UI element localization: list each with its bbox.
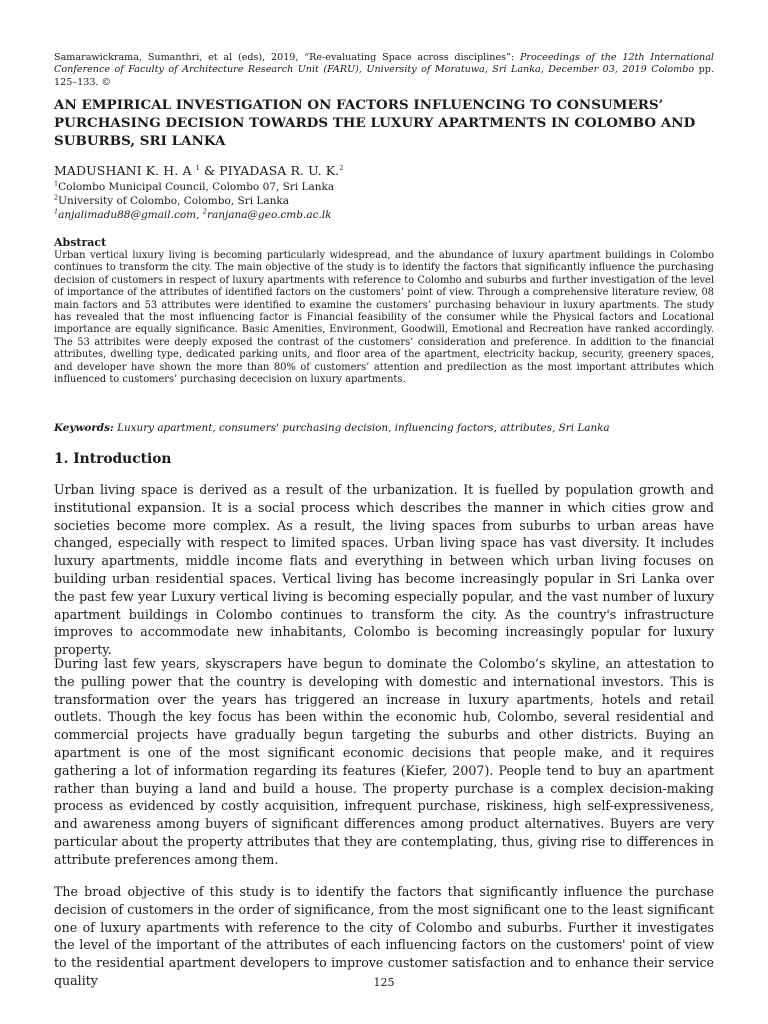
author-line <box>54 163 344 179</box>
body-paragraph-3: The broad objective of this study is to identify the factors that significantly influence the purchase decision of customers in the order of significance, from the most significant one to the least significant one of luxury apartments with reference to the city of Colombo and suburbs. Further it investigates the level of the important of the attributes of each influencing factors on the customers' point of view to the residential apartment developers to improve customer satisfaction and to enhance their service quality <box>54 884 714 988</box>
abstract-heading: Abstract <box>54 236 107 249</box>
author-2-marker: 2 <box>339 163 344 172</box>
affiliation-1 <box>54 181 334 194</box>
author-1-marker: 1 <box>195 163 200 172</box>
affiliation-1-marker: 1 <box>54 179 59 188</box>
affiliation-2 <box>54 195 289 208</box>
keywords-text: Luxury apartment, consumers' purchasing decision, influencing factors, attributes, Sri Lanka <box>113 422 610 434</box>
author-emails <box>54 209 332 222</box>
paper-title: AN EMPIRICAL INVESTIGATION ON FACTORS INFLUENCING TO CONSUMERS’ PURCHASING DECISION TOWARDS THE LUXURY APARTMENTS IN COLOMBO AND SUBURBS, SRI LANKA <box>54 97 696 149</box>
affiliation-2-text: University of Colombo, Colombo, Sri Lanka <box>58 195 290 207</box>
keywords-label: Keywords: <box>54 422 114 434</box>
citation-prefix: Samarawickrama, Sumanthri, et al (eds), 2019, “Re-evaluating Space across disciplines”: <box>54 52 520 63</box>
email-separator: , <box>196 209 203 221</box>
abstract-text: Urban vertical luxury living is becoming particularly widespread, and the abundance of luxury apartment buildings in Colombo continues to transform the city. The main objective of the study is to identify the factors that significantly influence the purchasing decision of customers in respect of luxury apartments with reference to Colombo and suburbs and further investigation of the level of importance of the attributes of identified factors on the customers’ point of view. Through a comprehensive literature review, 08 main factors and 53 attributes were identified to examine the customers’ purchasing behaviour in luxury apartments. The study has revealed that the most influencing factor is Financial feasibility of the consumer while the Physical factors and Locational importance are equally significance. Basic Amenities, Environment, Goodwill, Emotional and Recreation have ranked accordingly. The 53 attribites were deeply exposed the contrast of the customers’ consideration and preference. In addition to the financial attributes, dwelling type, dedicated parking units, and floor area of the apartment, electricity backup, security, greenery spaces, and developer have shown the more than 80% of customers’ attention and predilection as the most important attributes which influenced to customers’ purchasing dececision on luxury apartments. <box>54 250 714 386</box>
citation-proceedings: Proceedings of the 12th International Conference of Faculty of Architecture Research Unit (FARU), University of Moratuwa, Sri Lanka, December 03, 2019 Colombo <box>54 52 714 76</box>
email-2[interactable]: ranjana@geo.cmb.ac.lk <box>206 209 332 221</box>
body-paragraph-1: Urban living space is derived as a result of the urbanization. It is fuelled by population growth and institutional expansion. It is a social process which describes the manner in which cities grow and societies become more complex. As a result, the living spaces from suburbs to urban areas have changed, especially with respect to limited spaces. Urban living space has vast diversity. It includes luxury apartments, middle income flats and everything in between which urban living focuses on building urban residential spaces. Vertical living has become increasingly popular in Sri Lanka over the past few year Luxury vertical living is becoming especially popular, and the vast number of luxury apartment buildings in Colombo continues to transform the city. As the country's infrastructure improves to accommodate new inhabitants, Colombo is becoming increasingly popular for luxury property. <box>54 482 714 658</box>
email-2-marker: 2 <box>202 207 207 216</box>
section-heading: 1. Introduction <box>54 451 172 467</box>
author-1: MADUSHANI K. H. A <box>54 163 196 178</box>
keywords-line <box>54 422 714 435</box>
citation-suffix: pp. 125–133. © <box>54 64 714 88</box>
affiliation-1-text: Colombo Municipal Council, Colombo 07, Sri Lanka <box>58 181 335 193</box>
email-1[interactable]: anjalimadu88@gmail.com <box>58 209 197 221</box>
affiliation-2-marker: 2 <box>54 193 59 202</box>
author-2: & PIYADASA R. U. K. <box>199 163 340 178</box>
body-paragraph-2: During last few years, skyscrapers have begun to dominate the Colombo’s skyline, an attestation to the pulling power that the country is developing with domestic and international investors. This is transformation over the years has triggered an increase in luxury apartments, hotels and retail outlets. Though the key focus has been within the economic hub, Colombo, several residential and commercial projects have gradually begun targeting the suburbs and other districts. Buying an apartment is one of the most significant economic decisions that people make, and it requires gathering a lot of information regarding its features (Kiefer, 2007). People tend to buy an apartment rather than buying a land and build a house. The property purchase is a complex decision-making process as evidenced by costly acquisition, infrequent purchase, riskiness, high self-expressiveness, and awareness among buyers of significant differences among product alternatives. Buyers are very particular about the property attributes that they are contemplating, thus, giving rise to differences in attribute preferences among them. <box>54 656 714 867</box>
email-1-marker: 1 <box>54 207 59 216</box>
citation-header <box>54 52 714 89</box>
page-number: 125 <box>373 976 395 989</box>
